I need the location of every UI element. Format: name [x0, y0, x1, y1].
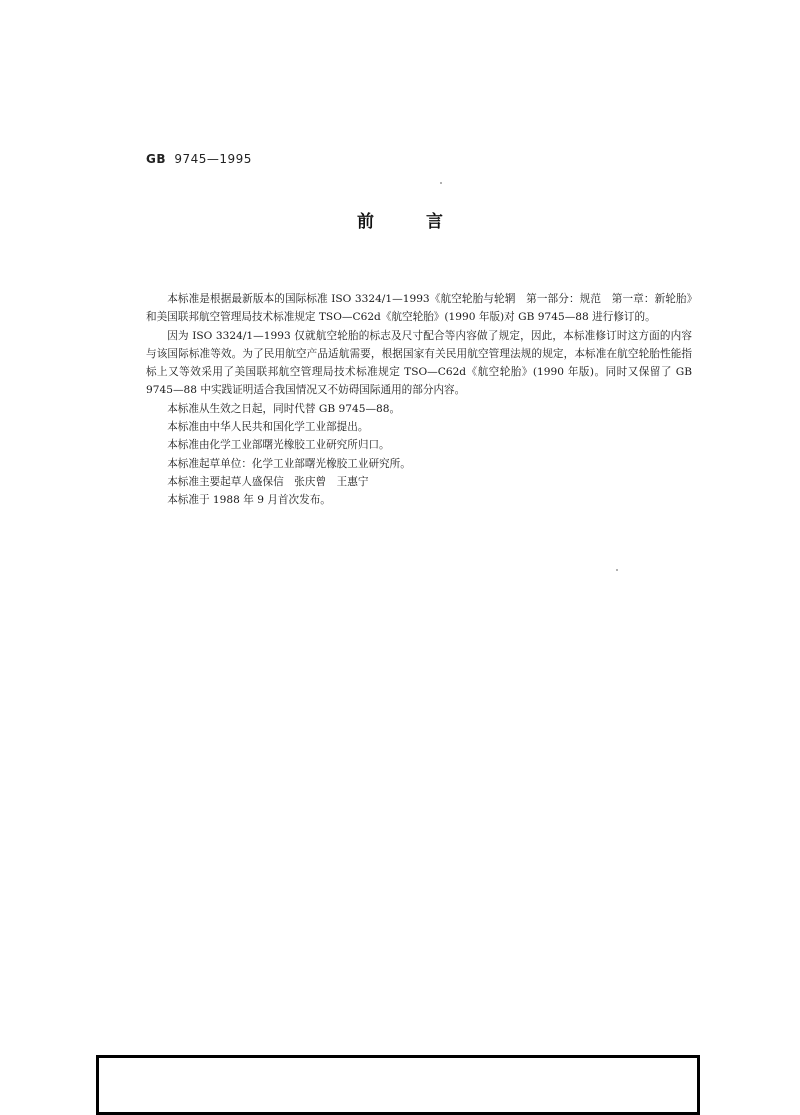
foreword-paragraph: 本标准起草单位：化学工业部曙光橡胶工业研究所。: [167, 457, 411, 470]
foreword-paragraph: 本标准是根据最新版本的国际标准 ISO 3324/1—1993《航空轮胎与轮辋 第一部分：规范 第一章：新轮胎》和美国联邦航空管理局技术标准规定 TSO—C62d《航空轮胎》(1990 年版)对 GB 9745—88 进行修订的。: [146, 293, 692, 324]
standard-number-value: 9745—1995: [174, 152, 252, 166]
next-page-frame: [96, 1055, 700, 1115]
page-title: 前言: [357, 212, 495, 232]
foreword-paragraph: 因为 ISO 3324/1—1993 仅就航空轮胎的标志及尺寸配合等内容做了规定，因此，本标准修订时这方面的内容与该国际标准等效。为了民用航空产品适航需要，根据国家有关民用航空管理法规的规定，本标准在航空轮胎性能指标上又等效采用了美国联邦航空管理局技术标准规定 TSO—C62d《航空轮胎》(1990 年版)。同时又保留了 GB 9745—88 中实践证明适合我国情况又不妨碍国际通用的部分内容。: [146, 329, 692, 397]
scan-speck: [440, 182, 442, 184]
foreword-paragraph: 本标准由中华人民共和国化学工业部提出。: [167, 421, 369, 434]
foreword-paragraph: 本标准于 1988 年 9 月首次发布。: [167, 494, 331, 507]
foreword-paragraph: 本标准主要起草人盛保信 张庆曾 王惠宁: [167, 475, 369, 488]
standard-number: [146, 152, 252, 166]
foreword-paragraph: 本标准从生效之日起，同时代替 GB 9745—88。: [167, 402, 401, 415]
foreword-paragraph: 本标准由化学工业部曙光橡胶工业研究所归口。: [167, 439, 390, 452]
scan-speck: [616, 569, 618, 571]
standard-code: GB: [146, 152, 166, 166]
foreword-body: [146, 290, 692, 510]
